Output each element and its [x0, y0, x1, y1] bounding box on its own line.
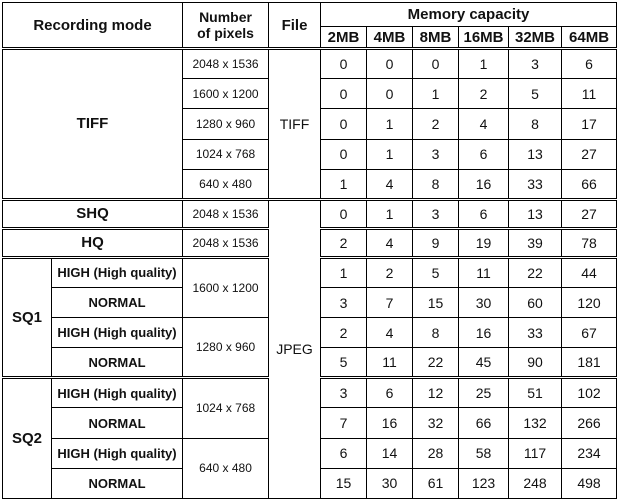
header-file: File	[269, 3, 321, 49]
capacity-cell: 22	[413, 348, 459, 378]
capacity-cell: 2	[413, 109, 459, 139]
capacity-cell: 32	[413, 408, 459, 438]
capacity-cell: 2	[321, 318, 367, 348]
pixels-cell: 2048 x 1536	[183, 228, 269, 257]
pixels-cell: 640 x 480	[183, 438, 269, 498]
capacity-cell: 4	[367, 169, 413, 199]
capacity-cell: 0	[321, 139, 367, 169]
header-pixels-line2: of pixels	[197, 25, 254, 42]
mode-tiff: TIFF	[3, 49, 183, 200]
capacity-cell: 67	[562, 318, 617, 348]
capacity-cell: 0	[321, 49, 367, 79]
capacity-cell: 3	[413, 199, 459, 228]
capacity-cell: 1	[367, 139, 413, 169]
capacity-cell: 28	[413, 438, 459, 468]
capacity-cell: 7	[321, 408, 367, 438]
capacity-cell: 1	[459, 49, 509, 79]
header-capacity-16mb: 16MB	[459, 27, 509, 49]
pixels-cell: 1280 x 960	[183, 318, 269, 378]
capacity-cell: 30	[367, 468, 413, 498]
mode-sq1: SQ1	[3, 257, 52, 377]
capacity-cell: 16	[459, 169, 509, 199]
header-pixels-line1: Number	[199, 8, 252, 25]
header-capacity-4mb: 4MB	[367, 27, 413, 49]
header-capacity-8mb: 8MB	[413, 27, 459, 49]
capacity-cell: 6	[367, 378, 413, 408]
memory-capacity-table	[2, 2, 617, 499]
capacity-cell: 181	[562, 348, 617, 378]
capacity-cell: 19	[459, 228, 509, 257]
capacity-cell: 5	[321, 348, 367, 378]
capacity-cell: 45	[459, 348, 509, 378]
capacity-cell: 1	[367, 109, 413, 139]
header-recording-mode: Recording mode	[3, 3, 183, 49]
capacity-cell: 0	[321, 199, 367, 228]
capacity-cell: 8	[509, 109, 562, 139]
capacity-cell: 2	[321, 228, 367, 257]
quality-normal: NORMAL	[52, 288, 183, 318]
pixels-cell: 2048 x 1536	[183, 199, 269, 228]
capacity-cell: 132	[509, 408, 562, 438]
capacity-cell: 6	[562, 49, 617, 79]
capacity-cell: 11	[562, 79, 617, 109]
quality-high: HIGH (High quality)	[52, 378, 183, 408]
capacity-cell: 13	[509, 139, 562, 169]
header-capacity-32mb: 32MB	[509, 27, 562, 49]
quality-high: HIGH (High quality)	[52, 257, 183, 287]
capacity-cell: 5	[413, 257, 459, 287]
capacity-cell: 6	[321, 438, 367, 468]
quality-normal: NORMAL	[52, 348, 183, 378]
header-memory-capacity: Memory capacity	[321, 3, 617, 27]
capacity-cell: 4	[459, 109, 509, 139]
capacity-cell: 39	[509, 228, 562, 257]
capacity-cell: 0	[367, 79, 413, 109]
capacity-cell: 6	[459, 199, 509, 228]
capacity-cell: 25	[459, 378, 509, 408]
capacity-cell: 9	[413, 228, 459, 257]
capacity-cell: 3	[413, 139, 459, 169]
capacity-cell: 1	[321, 257, 367, 287]
capacity-cell: 27	[562, 199, 617, 228]
capacity-cell: 78	[562, 228, 617, 257]
pixels-cell: 640 x 480	[183, 169, 269, 199]
capacity-cell: 22	[509, 257, 562, 287]
capacity-cell: 11	[367, 348, 413, 378]
quality-normal: NORMAL	[52, 408, 183, 438]
quality-normal: NORMAL	[52, 468, 183, 498]
mode-shq: SHQ	[3, 199, 183, 228]
capacity-cell: 13	[509, 199, 562, 228]
table-row	[3, 49, 617, 79]
header-capacity-2mb: 2MB	[321, 27, 367, 49]
capacity-cell: 15	[321, 468, 367, 498]
capacity-cell: 120	[562, 288, 617, 318]
capacity-cell: 0	[321, 79, 367, 109]
mode-hq: HQ	[3, 228, 183, 257]
capacity-cell: 2	[459, 79, 509, 109]
capacity-cell: 3	[509, 49, 562, 79]
capacity-cell: 16	[367, 408, 413, 438]
capacity-cell: 44	[562, 257, 617, 287]
table-row	[3, 199, 617, 228]
pixels-cell: 1024 x 768	[183, 139, 269, 169]
capacity-cell: 0	[367, 49, 413, 79]
capacity-cell: 27	[562, 139, 617, 169]
capacity-cell: 234	[562, 438, 617, 468]
pixels-cell: 1600 x 1200	[183, 79, 269, 109]
capacity-cell: 30	[459, 288, 509, 318]
capacity-cell: 8	[413, 318, 459, 348]
capacity-cell: 6	[459, 139, 509, 169]
capacity-cell: 248	[509, 468, 562, 498]
pixels-cell: 1024 x 768	[183, 378, 269, 438]
file-tiff: TIFF	[269, 49, 321, 200]
header-number-of-pixels	[183, 3, 269, 49]
capacity-cell: 3	[321, 378, 367, 408]
capacity-cell: 0	[321, 109, 367, 139]
capacity-cell: 102	[562, 378, 617, 408]
capacity-cell: 8	[413, 169, 459, 199]
quality-high: HIGH (High quality)	[52, 438, 183, 468]
capacity-cell: 4	[367, 228, 413, 257]
capacity-cell: 1	[367, 199, 413, 228]
capacity-cell: 58	[459, 438, 509, 468]
pixels-cell: 1280 x 960	[183, 109, 269, 139]
capacity-cell: 3	[321, 288, 367, 318]
pixels-cell: 1600 x 1200	[183, 257, 269, 317]
capacity-cell: 66	[459, 408, 509, 438]
capacity-cell: 7	[367, 288, 413, 318]
capacity-cell: 14	[367, 438, 413, 468]
capacity-cell: 12	[413, 378, 459, 408]
capacity-cell: 51	[509, 378, 562, 408]
capacity-cell: 61	[413, 468, 459, 498]
capacity-cell: 2	[367, 257, 413, 287]
capacity-cell: 33	[509, 318, 562, 348]
capacity-cell: 33	[509, 169, 562, 199]
quality-high: HIGH (High quality)	[52, 318, 183, 348]
capacity-cell: 90	[509, 348, 562, 378]
capacity-cell: 4	[367, 318, 413, 348]
capacity-cell: 11	[459, 257, 509, 287]
capacity-cell: 1	[413, 79, 459, 109]
header-capacity-64mb: 64MB	[562, 27, 617, 49]
capacity-cell: 15	[413, 288, 459, 318]
capacity-cell: 60	[509, 288, 562, 318]
file-jpeg: JPEG	[269, 199, 321, 498]
capacity-cell: 5	[509, 79, 562, 109]
mode-sq2: SQ2	[3, 378, 52, 499]
capacity-cell: 17	[562, 109, 617, 139]
capacity-cell: 0	[413, 49, 459, 79]
capacity-cell: 1	[321, 169, 367, 199]
capacity-cell: 498	[562, 468, 617, 498]
capacity-cell: 117	[509, 438, 562, 468]
capacity-cell: 16	[459, 318, 509, 348]
capacity-cell: 266	[562, 408, 617, 438]
pixels-cell: 2048 x 1536	[183, 49, 269, 79]
capacity-cell: 66	[562, 169, 617, 199]
capacity-cell: 123	[459, 468, 509, 498]
